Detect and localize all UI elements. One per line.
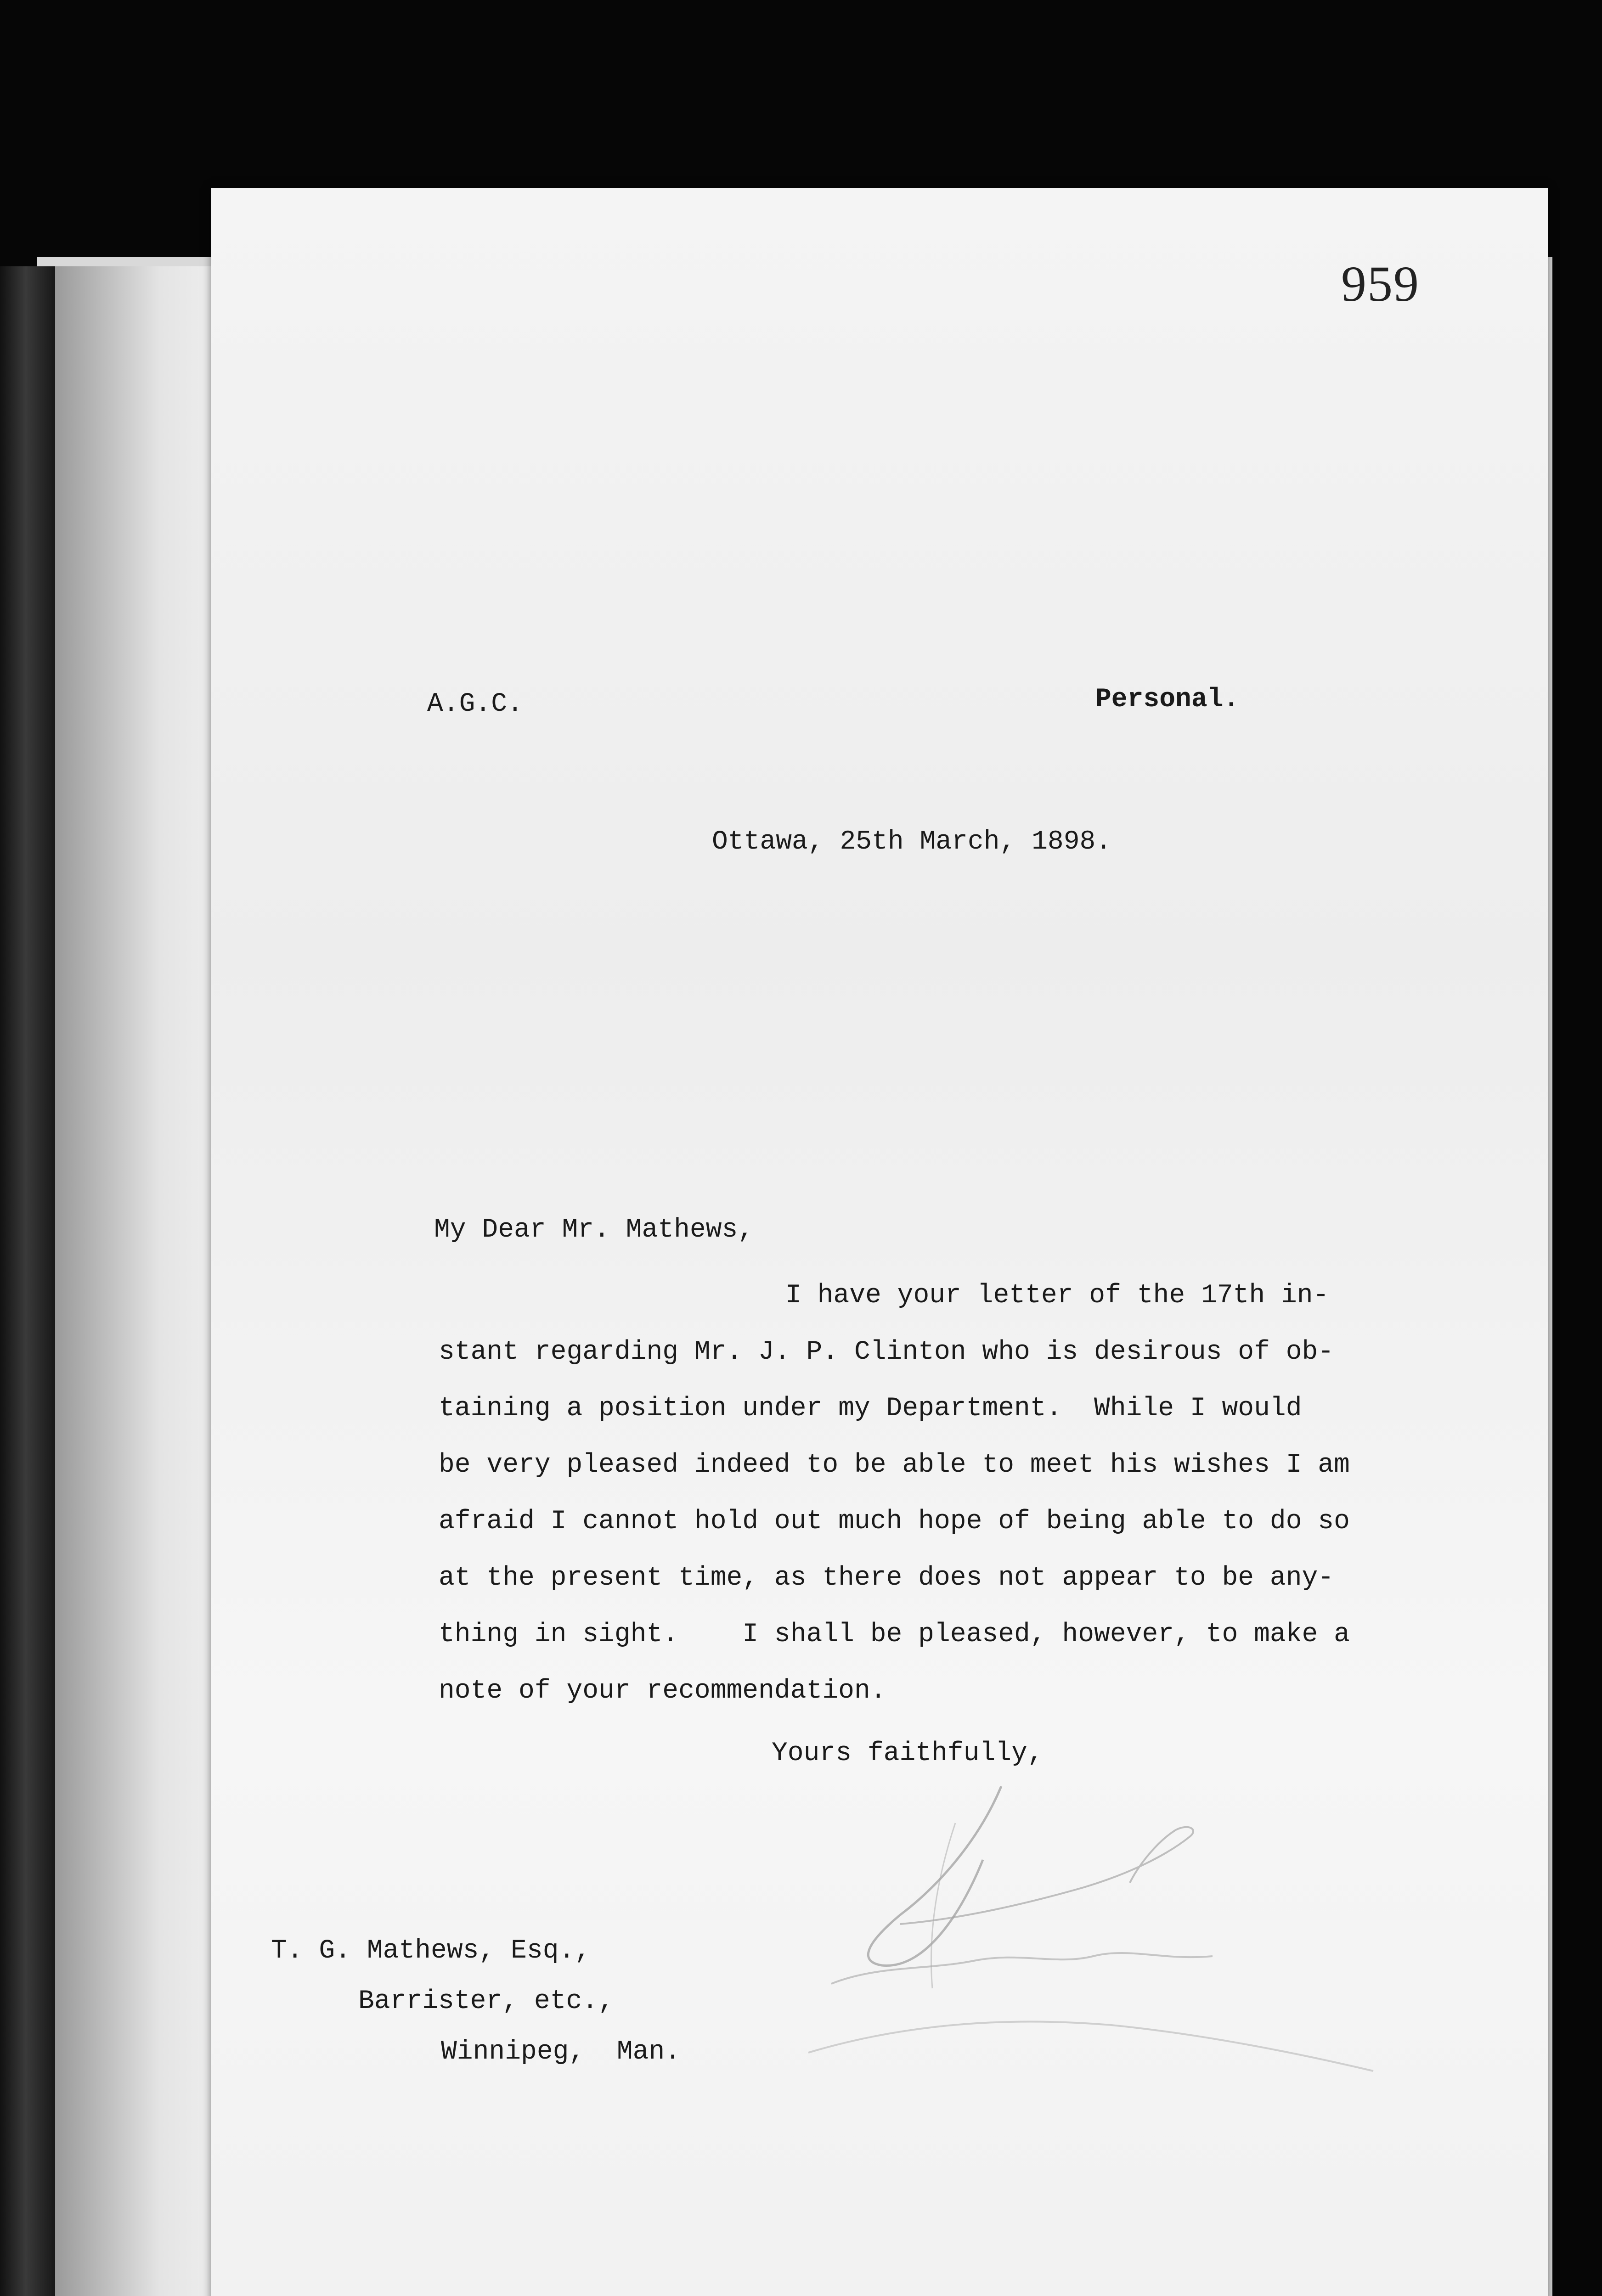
addressee-title: Barrister, etc., <box>358 1986 614 2016</box>
addressee-location: Winnipeg, Man. <box>441 2037 681 2067</box>
body-line: at the present time, as there does not appear to be any- <box>439 1563 1334 1593</box>
salutation: My Dear Mr. Mathews, <box>434 1215 754 1245</box>
body-line: afraid I cannot hold out much hope of being able to do so <box>439 1507 1350 1536</box>
addressee-name: T. G. Mathews, Esq., <box>271 1936 591 1966</box>
body-line: be very pleased indeed to be able to meet his wishes I am <box>439 1450 1350 1480</box>
binding-edge <box>0 266 64 2296</box>
page-fold-shadow <box>55 266 230 2296</box>
handwritten-signature <box>762 1768 1405 2099</box>
body-line: note of your recommendation. <box>439 1676 886 1706</box>
body-line: thing in sight. I shall be pleased, however, to make a <box>439 1620 1350 1649</box>
body-line: stant regarding Mr. J. P. Clinton who is desirous of ob- <box>439 1337 1334 1367</box>
folio-number: 959 <box>1341 256 1420 312</box>
personal-marking: Personal. <box>1095 685 1240 715</box>
body-line: I have your letter of the 17th in- <box>785 1281 1329 1311</box>
closing: Yours faithfully, <box>772 1739 1044 1768</box>
reference-code: A.G.C. <box>427 689 523 719</box>
letter-body <box>439 1267 1426 1719</box>
body-line: taining a position under my Department. While I would <box>439 1394 1302 1424</box>
dateline: Ottawa, 25th March, 1898. <box>712 827 1112 857</box>
